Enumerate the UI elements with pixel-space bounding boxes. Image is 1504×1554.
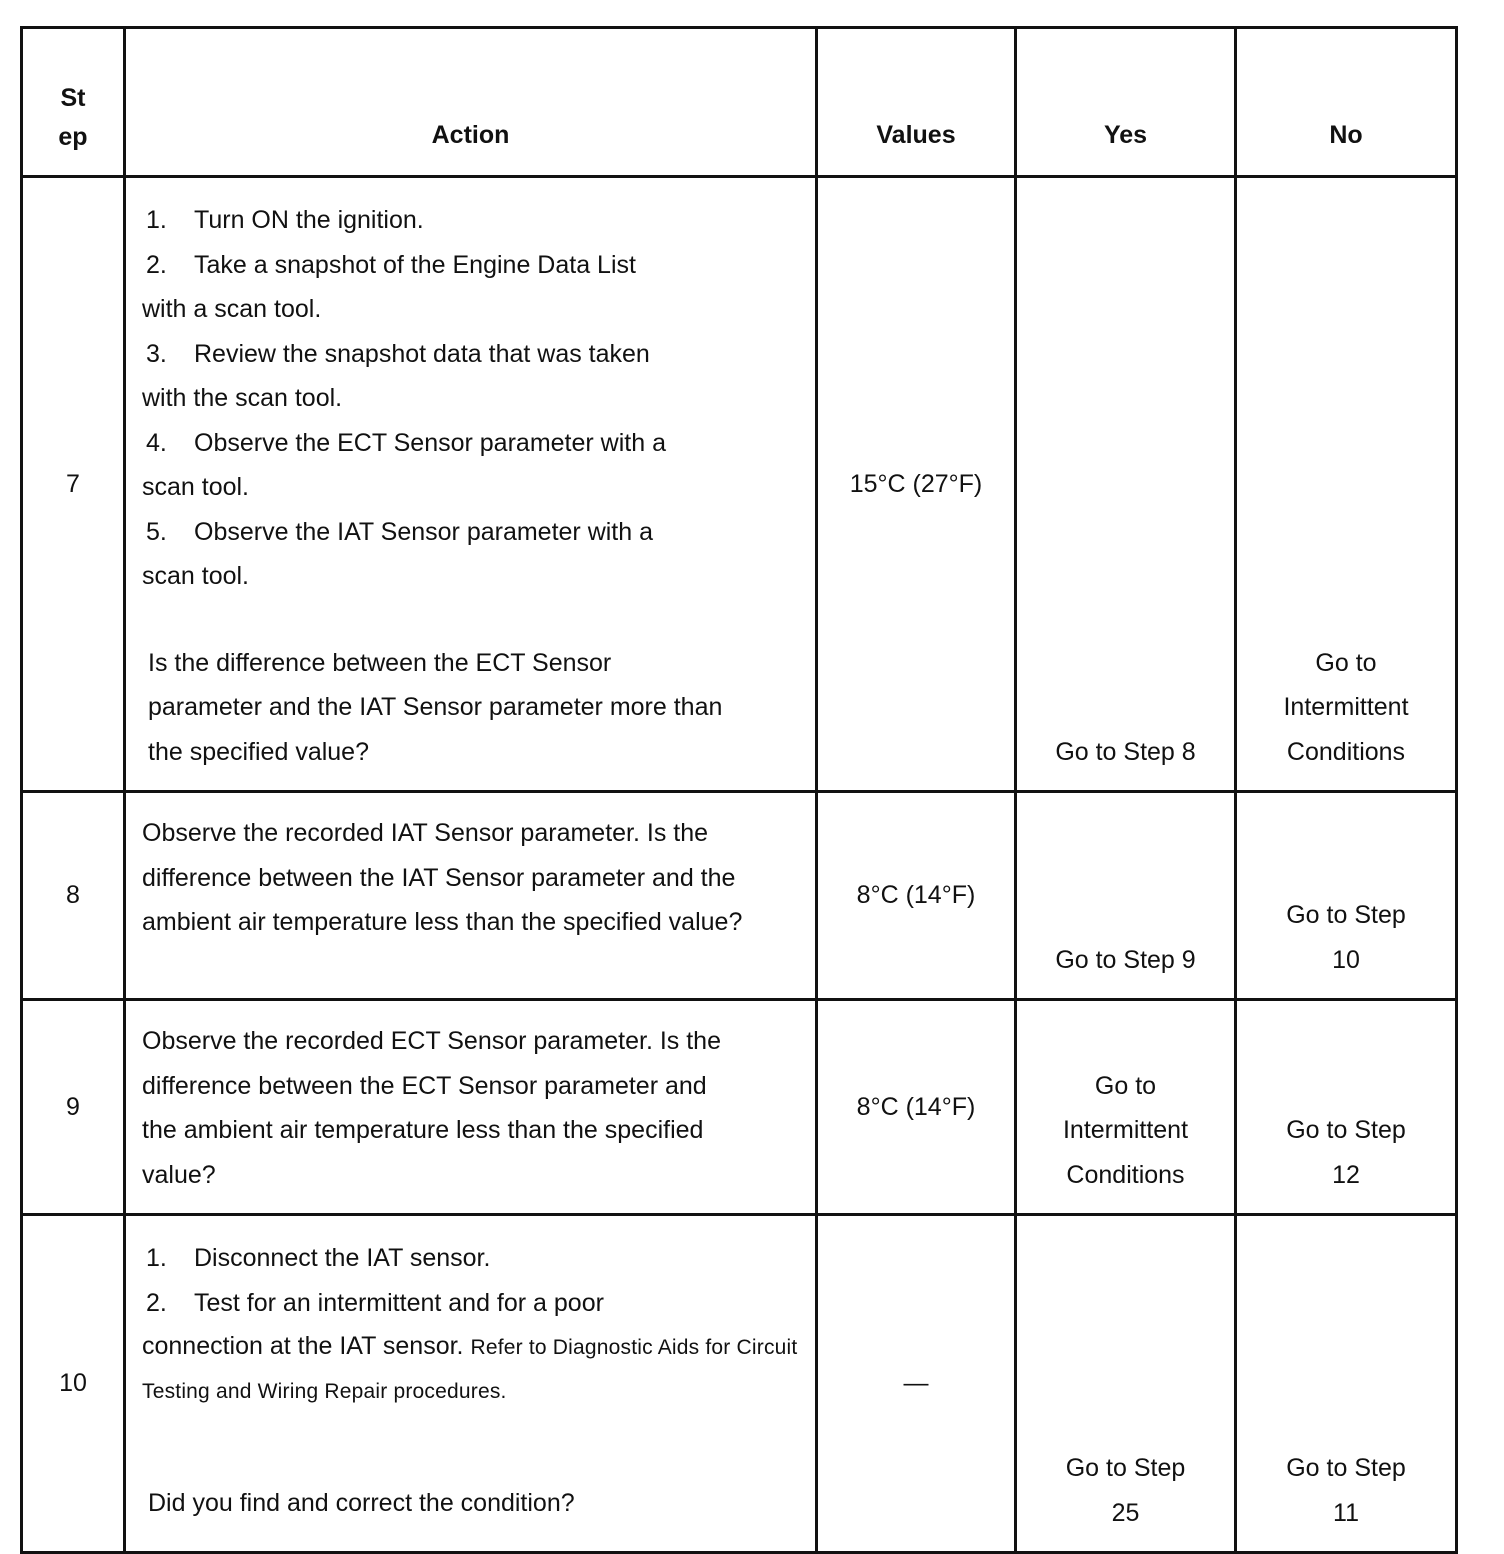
- header-action: Action: [125, 28, 817, 177]
- action-cell: [125, 1000, 817, 1215]
- spacer: [142, 599, 805, 641]
- reference-text: Refer to Diagnostic Aids for Circuit Testing and Wiring Repair procedures.: [142, 1336, 798, 1403]
- no-cell: [1236, 177, 1457, 792]
- step-number: 7: [22, 177, 125, 792]
- table-row: [22, 177, 1457, 792]
- table-row: [22, 1000, 1457, 1215]
- no-cell-text: Go to Intermittent Conditions: [1283, 648, 1409, 766]
- step-number: 9: [22, 1000, 125, 1215]
- no-cell-text: Go to Step 10: [1286, 901, 1406, 974]
- list-item: 1. Turn ON the ignition.: [146, 206, 424, 234]
- value-cell: 8°C (14°F): [817, 1000, 1016, 1215]
- value-cell: —: [817, 1215, 1016, 1553]
- step-number: 8: [22, 792, 125, 1000]
- yes-cell-text: Go to Intermittent Conditions: [1062, 1071, 1189, 1189]
- yes-cell-text: Go to Step 25: [1065, 1454, 1186, 1527]
- no-cell-text: Go to Step 11: [1286, 1454, 1406, 1527]
- header-no: No: [1236, 28, 1457, 177]
- yes-cell: Go to Step 8: [1016, 177, 1236, 792]
- step-number: 10: [22, 1215, 125, 1553]
- header-values: Values: [817, 28, 1016, 177]
- list-item: 4. Observe the ECT Sensor parameter with a: [146, 428, 666, 457]
- list-item-continuation: with the scan tool.: [142, 384, 343, 412]
- header-step: [22, 28, 125, 177]
- header-step-label: St ep: [58, 84, 88, 151]
- action-cell: [125, 792, 817, 1000]
- value-cell: 8°C (14°F): [817, 792, 1016, 1000]
- list-item-continuation: scan tool.: [142, 562, 250, 590]
- list-item: 2. Take a snapshot of the Engine Data List: [146, 250, 636, 279]
- no-cell: [1236, 792, 1457, 1000]
- action-cell: [125, 177, 817, 792]
- question-text: Is the difference between the ECT Sensor parameter and the IAT Sensor parameter more than the specified value?: [148, 648, 723, 766]
- no-cell-text: Go to Step 12: [1286, 1116, 1406, 1189]
- list-item-continuation: scan tool.: [142, 473, 250, 501]
- list-item: 2. Test for an intermittent and for a poor: [146, 1288, 604, 1317]
- yes-cell: [1016, 1215, 1236, 1553]
- table-row: [22, 1215, 1457, 1553]
- list-item: 5. Observe the IAT Sensor parameter with a: [146, 517, 654, 546]
- action-cell: [125, 1215, 817, 1553]
- question-text: Did you find and correct the condition?: [148, 1489, 575, 1517]
- no-cell: [1236, 1215, 1457, 1553]
- list-item: 3. Review the snapshot data that was taken: [146, 339, 650, 368]
- spacer: [142, 1413, 805, 1481]
- table-row: [22, 792, 1457, 1000]
- value-cell: 15°C (27°F): [817, 177, 1016, 792]
- list-item-continuation: connection at the IAT sensor. Refer to Diagnostic Aids for Circuit Testing and Wiring Repair procedures.: [142, 1332, 798, 1403]
- action-text: Observe the recorded ECT Sensor parameter. Is the difference between the ECT Sensor parameter and the ambient air temperature less than the specified value?: [142, 1027, 721, 1189]
- yes-cell: [1016, 1000, 1236, 1215]
- diagnostic-table: [20, 26, 1458, 1554]
- yes-cell: Go to Step 9: [1016, 792, 1236, 1000]
- list-item-continuation: with a scan tool.: [142, 295, 322, 323]
- action-text: Observe the recorded IAT Sensor parameter. Is the difference between the IAT Sensor parameter and the ambient air temperature less than the specified value?: [142, 819, 743, 936]
- no-cell: [1236, 1000, 1457, 1215]
- header-row: [22, 28, 1457, 177]
- header-yes: Yes: [1016, 28, 1236, 177]
- list-item: 1. Disconnect the IAT sensor.: [146, 1244, 491, 1272]
